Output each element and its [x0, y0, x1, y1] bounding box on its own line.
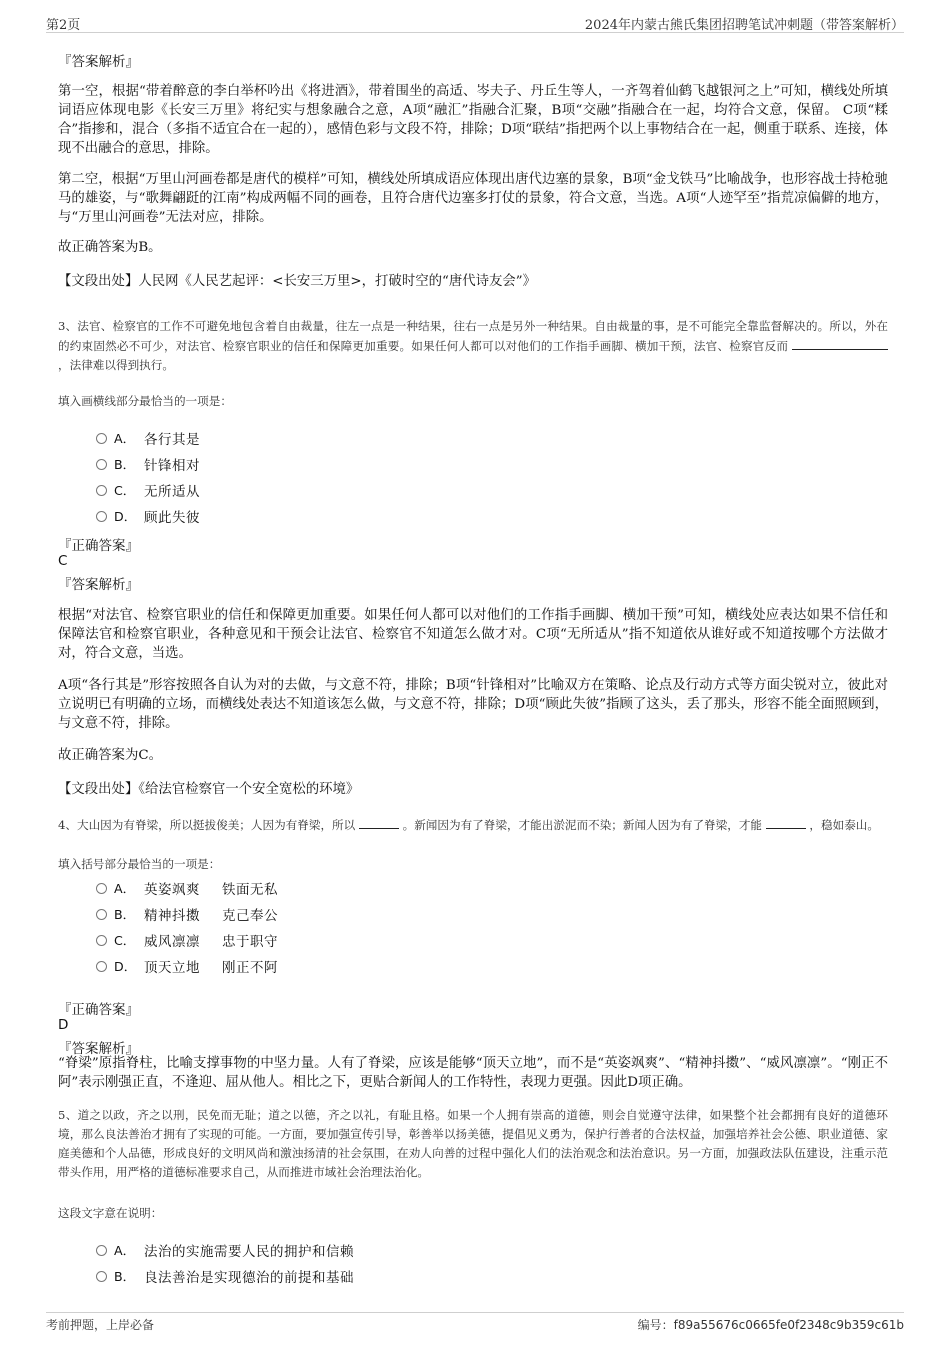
q4-blank-1: [359, 815, 399, 829]
q2-analysis-label: 『答案解析』: [58, 54, 139, 70]
radio-icon[interactable]: [96, 935, 107, 946]
q3-analysis-label: 『答案解析』: [58, 577, 139, 593]
q3-stem-tail: ，法律难以得到执行。: [58, 358, 174, 372]
radio-icon[interactable]: [96, 909, 107, 920]
q4-stem-text: 4、大山因为有脊梁，所以挺拔俊美；人因为有脊梁，所以: [58, 818, 356, 832]
page-header: [46, 12, 904, 33]
page-number: 第2页: [46, 18, 81, 33]
radio-icon[interactable]: [96, 511, 107, 522]
q3-blank: [792, 336, 888, 350]
q3-conclusion: 故正确答案为C。: [58, 748, 162, 763]
q4-stem: [58, 815, 888, 835]
page-footer: [46, 1312, 904, 1335]
q4-prompt: 填入括号部分最恰当的一项是：: [58, 857, 221, 871]
q4-stem-middle: 。新闻因为有了脊梁，才能出淤泥而不染；新闻人因为有了脊梁，才能: [402, 818, 763, 832]
radio-icon[interactable]: [96, 1245, 107, 1256]
q3-stem: [58, 317, 888, 375]
q3-prompt: 填入画横线部分最恰当的一项是：: [58, 394, 232, 408]
document-code: [638, 1316, 904, 1333]
footer-slogan: 考前押题，上岸必备: [46, 1318, 155, 1332]
document-code-value: f89a55676c0665fe0f2348c9b359c61b: [673, 1318, 904, 1332]
q3-analysis-paragraph-2: A项“各行其是”形容按照各自认为对的去做，与文意不符，排除；B项“针锋相对”比喻双方在策略、论点及行动方式等方面尖锐对立，彼此对立说明已有明确的立场，而横线处表达不知道该怎么做，与文意不符，排除；D项“顾此失彼”指顾了这头，丢了那头，形容不能全面照顾到，与文意不符，排除。: [58, 678, 888, 731]
radio-icon[interactable]: [96, 883, 107, 894]
q3-answer-label: 『正确答案』: [58, 538, 139, 554]
q3-stem-text: 3、法官、检察官的工作不可避免地包含着自由裁量，往左一点是一种结果，往右一点是另外一种结果。自由裁量的事，是不可能完全靠监督解决的。所以，外在的约束固然必不可少，对法官、检察官职业的信任和保障更加重要。如果任何人都可以对他们的工作指手画脚、横加干预，法官、检察官反而: [58, 319, 888, 353]
q3-analysis-paragraph-1: 根据“对法官、检察官职业的信任和保障更加重要。如果任何人都可以对他们的工作指手画脚、横加干预”可知，横线处应表达如果不信任和保障法官和检察官职业，各种意见和干预会让法官、检察官不知道怎么做才对。C项“无所适从”指不知道依从谁好或不知道按哪个方法做才对，符合文意，当选。: [58, 608, 888, 661]
q4-stem-tail: ，稳如泰山。: [809, 818, 879, 832]
q5-prompt: 这段文字意在说明：: [58, 1206, 163, 1220]
document-code-label: 编号：: [637, 1318, 674, 1332]
q4-analysis-paragraph-1: “脊梁”原指脊柱，比喻支撑事物的中坚力量。人有了脊梁，应该是能够“顶天立地”，而不是“英姿飒爽”、“精神抖擞”、“威风凛凛”。“刚正不阿”表示刚强正直，不逢迎、屈从他人。相比之下，更贴合新闻人的工作特性，表现力更强。因此D项正确。: [58, 1056, 888, 1090]
radio-icon[interactable]: [96, 1271, 107, 1282]
q4-answer-label: 『正确答案』: [58, 1002, 139, 1018]
radio-icon[interactable]: [96, 433, 107, 444]
q2-conclusion: 故正确答案为B。: [58, 240, 162, 255]
radio-icon[interactable]: [96, 961, 107, 972]
radio-icon[interactable]: [96, 485, 107, 496]
q5-stem: 5、道之以政，齐之以刑，民免而无耻；道之以德，齐之以礼，有耻且格。如果一个人拥有崇高的道德，则会自觉遵守法律，如果整个社会都拥有良好的道德环境，那么良法善治才拥有了实现的可能。一方面，要加强宣传引导，彰善举以扬美德，提倡见义勇为，保护行善者的合法权益，加强培养社会公德、职业道德、家庭美德和个人品德，形成良好的文明风尚和激浊扬清的社会氛围，在劝人向善的过程中强化人们的法治观念和法治意识。另一方面，加强政法队伍建设，注重示范带头作用，用严格的道德标准要求自己，从而推进市域社会治理法治化。: [58, 1108, 888, 1179]
q4-analysis-label: 『答案解析』: [58, 1041, 139, 1057]
q4-blank-2: [766, 815, 806, 829]
document-title: 2024年内蒙古熊氏集团招聘笔试冲刺题（带答案解析）: [584, 18, 904, 33]
q4-answer: D: [58, 1017, 69, 1033]
radio-icon[interactable]: [96, 459, 107, 470]
q2-analysis-paragraph-2: 第二空，根据“万里山河画卷都是唐代的模样”可知，横线处所填成语应体现出唐代边塞的景象，B项“金戈铁马”比喻战争，也形容战士持枪驰马的雄姿，与“歌舞翩跹的江南”构成两幅不同的画卷，且符合唐代边塞多打仗的景象，符合文意，当选。A项“人迹罕至”指荒凉偏僻的地方，与“万里山河画卷”无法对应，排除。: [58, 172, 888, 225]
q3-answer: C: [58, 553, 68, 569]
q2-analysis-paragraph-1: 第一空，根据“带着醉意的李白举杯吟出《将进酒》，带着围坐的高适、岑夫子、丹丘生等人，一齐驾着仙鹤飞越银河之上”可知，横线处所填词语应体现电影《长安三万里》将纪实与想象融合之意，A项“融汇”指融合汇聚，B项“交融”指融合在一起，均符合文意，保留。 C项“糅合”指掺和，混合（多指不适宜合在一起的），感情色彩与文段不符，排除；D项“联结”指把两个以上事物结合在一起，侧重于联系、连接，体现不出融合的意思，排除。: [58, 84, 888, 156]
q3-source: 【文段出处】《给法官检察官一个安全宽松的环境》: [58, 782, 360, 797]
q2-source: 【文段出处】人民网《人民艺起评：<长安三万里>，打破时空的“唐代诗友会”》: [58, 274, 537, 289]
